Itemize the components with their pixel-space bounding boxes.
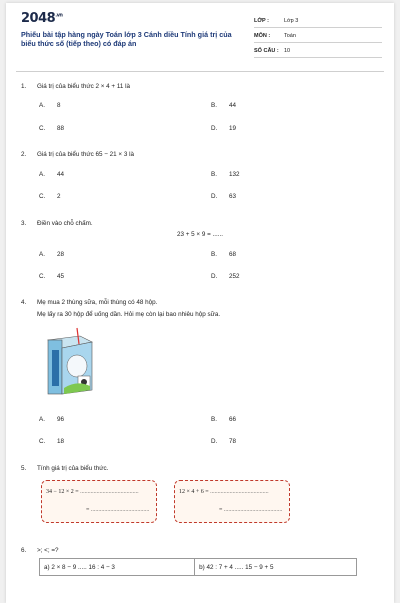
meta-row-class: LỚP : Lớp 3 [254, 16, 382, 28]
option-d[interactable]: D. 63 [211, 193, 237, 200]
site-logo[interactable]: $2048^{.vn}$ [21, 11, 63, 26]
option-d[interactable]: D. 19 [211, 125, 237, 132]
option-d[interactable]: D. 252 [211, 273, 240, 280]
option-a[interactable]: A. 28 [39, 251, 65, 258]
option-c[interactable]: C. 88 [39, 125, 65, 132]
option-b[interactable]: B. 132 [211, 171, 240, 178]
expression-box-1[interactable]: 34 − 12 × 2 = ....................................... = ....................................... [41, 480, 157, 523]
option-b[interactable]: B. 66 [211, 416, 237, 423]
milk-carton-illustration [44, 326, 102, 398]
expression-box-2[interactable]: 12 × 4 + 6 = ....................................... = ....................................... [174, 480, 290, 523]
option-d[interactable]: D. 78 [211, 438, 237, 445]
divider [16, 71, 384, 72]
option-b[interactable]: B. 44 [211, 102, 237, 109]
worksheet-page: $2048^{.vn}$ Phiếu bài tập hàng ngày Toán lớp 3 Cánh diều Tính giá trị của biểu thức số (tiếp theo) có đáp án LỚP : Lớp 3 MÔN : Toán SỐ CÂU : 10 1. Giá trị của biểu thức 2 × 4 + 11 là A. 8 B. 44 C. 88 D. 19 2. Giá trị của biểu thức 65 − 21 × 3 là A. 44 B. 132 C. 2 D. 63 3. Điền vào chỗ chấm. 23 + 5 × 9 = ...... A. 28 B. 68 C. 45 D. 252 4. Mẹ mua 2 thùng sữa, mỗi thùng có 48 hộp. Mẹ lấy ra 30 hộp để uống dần. Hỏi mẹ còn lại bao nhiêu hộp sữa. A. 96 B. 66 C. 18 D. 78 5. Tính giá trị của biểu thức. 34 − 12 × 2 = ....................................... = ....................................... 12 × 4 + 6 = ....................................... = ....................................... 6. >; <; =? a) 2 × 8 − 9 ..... 16 : 4 − 3 b) 42 : 7 + 4 ..... 15 − 9 + 5 [6, 3, 394, 603]
meta-row-count: SỐ CÂU : 10 [254, 46, 382, 58]
comparison-b[interactable]: b) 42 : 7 + 4 ..... 15 − 9 + 5 [195, 559, 357, 576]
option-c[interactable]: C. 2 [39, 193, 61, 200]
header [6, 3, 394, 65]
option-c[interactable]: C. 18 [39, 438, 65, 445]
page-title: Phiếu bài tập hàng ngày Toán lớp 3 Cánh diều Tính giá trị của biểu thức số (tiếp theo) có đáp án [21, 30, 232, 48]
option-a[interactable]: A. 44 [39, 171, 65, 178]
option-b[interactable]: B. 68 [211, 251, 237, 258]
meta-row-subject: MÔN : Toán [254, 31, 382, 43]
option-c[interactable]: C. 45 [39, 273, 65, 280]
question-3-expression: 23 + 5 × 9 = ...... [176, 231, 224, 238]
comparison-a[interactable]: a) 2 × 8 − 9 ..... 16 : 4 − 3 [40, 559, 195, 576]
option-a[interactable]: A. 96 [39, 416, 65, 423]
comparison-table [39, 558, 357, 576]
option-a[interactable]: A. 8 [39, 102, 61, 109]
